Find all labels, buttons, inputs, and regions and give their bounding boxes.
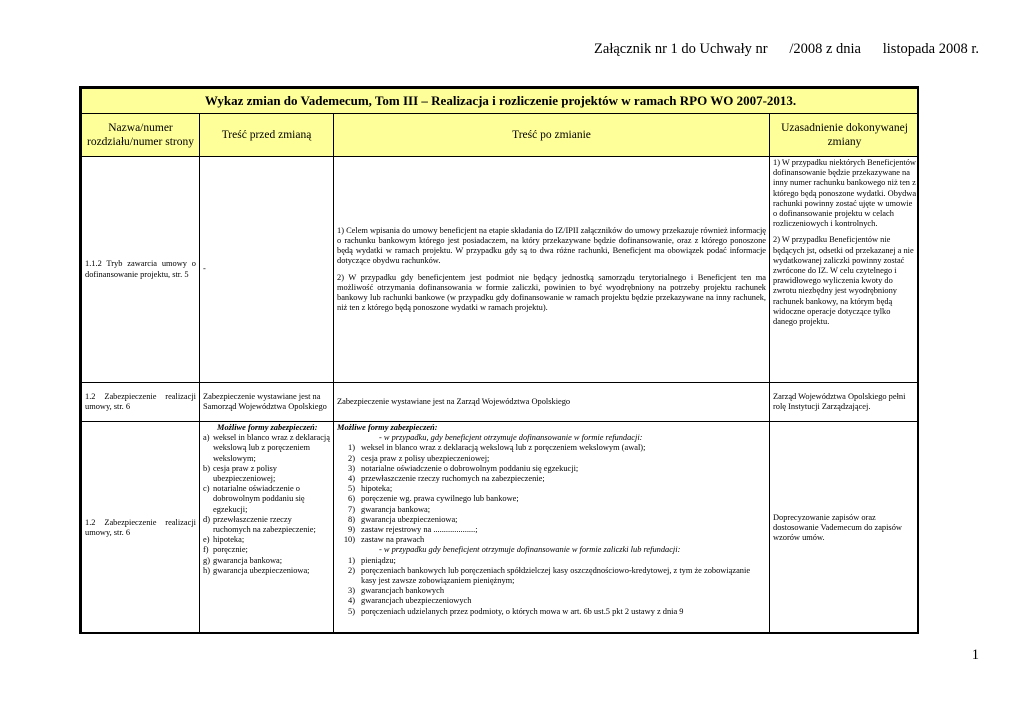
- list-item-marker: 4): [348, 596, 355, 606]
- list-item-marker: d): [203, 514, 210, 524]
- list-item-marker: h): [203, 565, 210, 575]
- list-item-text: gwarancja ubezpieczeniowa;: [361, 514, 458, 524]
- table-header-row: [82, 114, 920, 157]
- table-row: [82, 157, 920, 383]
- list-item: [337, 505, 766, 515]
- col-header-reason: Uzasadnienie dokonywanej zmiany: [770, 114, 920, 157]
- row1-after-p1: 1) Celem wpisania do umowy beneficjent na etapie składania do IZ/IPII załączników do umowy przekazuje również informację o rachunku bankowym którego jest posiadaczem, na który przekazywane będzie dofinansowanie, oraz z którego ponoszone będą wydatki w ramach projektu. W przypadku gdy są to dwa różne rachunki, Beneficjent ma obowiązek podać informacje dotyczące obydwu rachunków.: [337, 225, 766, 266]
- list-item-marker: g): [203, 555, 210, 565]
- row3-before-list: [203, 433, 330, 576]
- list-item: [337, 515, 766, 525]
- row3-after: [334, 422, 770, 635]
- row1-reason-p2: 2) W przypadku Beneficjentów nie będących jst, odsetki od przekazanej a nie wydatkowanej zaliczki powinny zostać zwrócone do IZ. W celu czytelnego i prawidłowego wyliczenia kwoty do zwrotu niezbędny jest wyodrębniony rachunek bankowy, na którym będą widoczne operacje dotyczące tylko danego projektu.: [773, 235, 914, 327]
- annex-header: Załącznik nr 1 do Uchwały nr /2008 z dnia listopada 2008 r.: [594, 41, 979, 57]
- list-item-marker: 3): [348, 586, 355, 596]
- list-item-text: notarialne oświadczenie o dobrowolnym poddaniu się egzekucji;: [361, 463, 579, 473]
- list-item: [337, 474, 766, 484]
- row2-reason: Zarząd Województwa Opolskiego pełni rolę Instytucji Zarządzającej.: [770, 383, 920, 422]
- list-item-text: gwarancja bankowa;: [213, 555, 283, 565]
- list-item-text: gwarancja bankowa;: [361, 504, 431, 514]
- row3-after-heading: Możliwe formy zabezpieczeń:: [337, 423, 438, 432]
- list-item-marker: 5): [348, 484, 355, 494]
- table-row: [82, 422, 920, 635]
- row1-after-p2: 2) W przypadku gdy beneficjentem jest podmiot nie będący jednostką samorządu terytorialnego i Beneficjent ten ma możliwość otrzymania dofinansowania w formie zaliczki, powinien to być wyodrębniony na potrzeby projektu rachunek bankowy lub rachunki bankowe (w przypadku gdy dofinansowanie w ramach projektu będzie przekazywane na inny rachunek, niż ten z którego będą ponoszone wydatki w ramach projektu).: [337, 272, 766, 313]
- list-item: [337, 464, 766, 474]
- list-item-marker: 2): [348, 453, 355, 463]
- list-item-text: hipoteka;: [361, 484, 393, 494]
- list-item-marker: 2): [348, 565, 355, 575]
- list-item-text: cesja praw z polisy ubezpieczeniowej;: [213, 463, 277, 484]
- list-item-text: przewłaszczenie rzeczy ruchomych na zabezpieczenie;: [213, 514, 316, 535]
- list-item-text: gwarancja ubezpieczeniowa;: [213, 565, 310, 575]
- list-item-marker: 8): [348, 514, 355, 524]
- page-number: 1: [971, 647, 979, 663]
- list-item: [203, 545, 330, 555]
- list-item-marker: 7): [348, 504, 355, 514]
- list-item: [203, 535, 330, 545]
- row3-before: [200, 422, 334, 635]
- list-item-marker: 10): [343, 535, 355, 545]
- list-item: [337, 494, 766, 504]
- list-item: [337, 586, 766, 596]
- changes-table-frame: [79, 86, 919, 634]
- list-item-text: hipoteka;: [213, 535, 245, 545]
- list-item-marker: 1): [348, 555, 355, 565]
- list-item: [203, 556, 330, 566]
- list-item: [337, 484, 766, 494]
- col-header-before: Treść przed zmianą: [200, 114, 334, 157]
- list-item-marker: 9): [348, 525, 355, 535]
- row2-chapter: 1.2 Zabezpieczenie realizacji umowy, str. 6: [82, 383, 200, 422]
- row3-after-list2: [337, 556, 766, 617]
- list-item-marker: a): [203, 433, 210, 443]
- list-item-text: weksel in blanco wraz z deklaracją wekslową lub z poręczeniem wekslowym;: [213, 433, 330, 463]
- list-item-marker: e): [203, 535, 210, 545]
- list-item: [337, 443, 766, 453]
- list-item: [203, 433, 330, 464]
- row1-before: -: [200, 157, 334, 383]
- list-item-marker: 1): [348, 443, 355, 453]
- list-item: [203, 566, 330, 576]
- list-item-text: poręcznie;: [213, 545, 248, 555]
- list-item: [337, 525, 766, 535]
- list-item-marker: 3): [348, 463, 355, 473]
- list-item-marker: 6): [348, 494, 355, 504]
- row3-after-list1: [337, 443, 766, 545]
- col-header-chapter: Nazwa/numer rozdziału/numer strony: [82, 114, 200, 157]
- table-title: Wykaz zmian do Vademecum, Tom III – Realizacja i rozliczenie projektów w ramach RPO WO 2007-2013.: [82, 89, 920, 114]
- row3-reason: Doprecyzowanie zapisów oraz dostosowanie Vademecum do zapisów wzorów umów.: [770, 422, 920, 635]
- list-item: [337, 566, 766, 586]
- list-item-marker: c): [203, 484, 210, 494]
- row1-after: [334, 157, 770, 383]
- row3-after-sub2: - w przypadku gdy beneficjent otrzymuje dofinansowanie w formie zaliczki lub refundacji:: [379, 545, 681, 555]
- list-item-text: cesja praw z polisy ubezpieczeniowej;: [361, 453, 490, 463]
- list-item-text: zastaw rejestrowy na ....................;: [361, 525, 478, 535]
- table-row: [82, 383, 920, 422]
- list-item-text: pieniądzu;: [361, 555, 396, 565]
- list-item-text: poręczenie wg. prawa cywilnego lub bankowe;: [361, 494, 519, 504]
- list-item-marker: 5): [348, 606, 355, 616]
- list-item-text: poręczeniach bankowych lub poręczeniach spółdzielczej kasy oszczędnościowo-kredytowej, z tym że zobowiązanie kasy jest zawsze zobowiązaniem pieniężnym;: [361, 565, 751, 586]
- list-item: [203, 464, 330, 484]
- list-item-marker: f): [203, 545, 209, 555]
- row3-after-sub1: - w przypadku, gdy beneficjent otrzymuje dofinansowanie w formie refundacji:: [379, 433, 643, 443]
- row1-reason-p1: 1) W przypadku niektórych Beneficjentów dofinansowanie będzie przekazywane na inny numer rachunku bankowego niż ten z którego będą ponoszone wydatki. Obydwa rachunki powinny zostać ujęte w umowie o dofinansowanie projektu w celach rozliczeniowych i kontrolnych.: [773, 158, 917, 229]
- changes-table: [81, 88, 919, 634]
- list-item-text: notarialne oświadczenie o dobrowolnym poddaniu się egzekucji;: [213, 484, 305, 514]
- list-item-text: gwarancjach ubezpieczeniowych: [361, 596, 472, 606]
- list-item: [337, 607, 766, 617]
- list-item-text: przewłaszczenie rzeczy ruchomych na zabezpieczenie;: [361, 474, 545, 484]
- row1-reason: [770, 157, 920, 383]
- list-item: [337, 556, 766, 566]
- list-item-text: poręczeniach udzielanych przez podmioty, o których mowa w art. 6b ust.5 pkt 2 ustawy z dnia 9: [361, 606, 684, 616]
- list-item: [337, 454, 766, 464]
- row2-after: Zabezpieczenie wystawiane jest na Zarząd Województwa Opolskiego: [334, 383, 770, 422]
- row3-before-heading: Możliwe formy zabezpieczeń:: [217, 423, 318, 432]
- list-item-text: zastaw na prawach: [361, 535, 425, 545]
- list-item: [203, 515, 330, 535]
- col-header-after: Treść po zmianie: [334, 114, 770, 157]
- row2-before: Zabezpieczenie wystawiane jest na Samorząd Województwa Opolskiego: [200, 383, 334, 422]
- list-item-text: weksel in blanco wraz z deklaracją wekslową lub z poręczeniem wekslowym (awal);: [361, 443, 646, 453]
- row1-chapter: 1.1.2 Tryb zawarcia umowy o dofinansowanie projektu, str. 5: [82, 157, 200, 383]
- list-item-marker: b): [203, 463, 210, 473]
- list-item-marker: 4): [348, 474, 355, 484]
- list-item: [337, 596, 766, 606]
- list-item-text: gwarancjach bankowych: [361, 586, 445, 596]
- list-item: [203, 484, 330, 515]
- list-item: [337, 535, 766, 545]
- row3-chapter: 1.2 Zabezpieczenie realizacji umowy, str. 6: [82, 422, 200, 635]
